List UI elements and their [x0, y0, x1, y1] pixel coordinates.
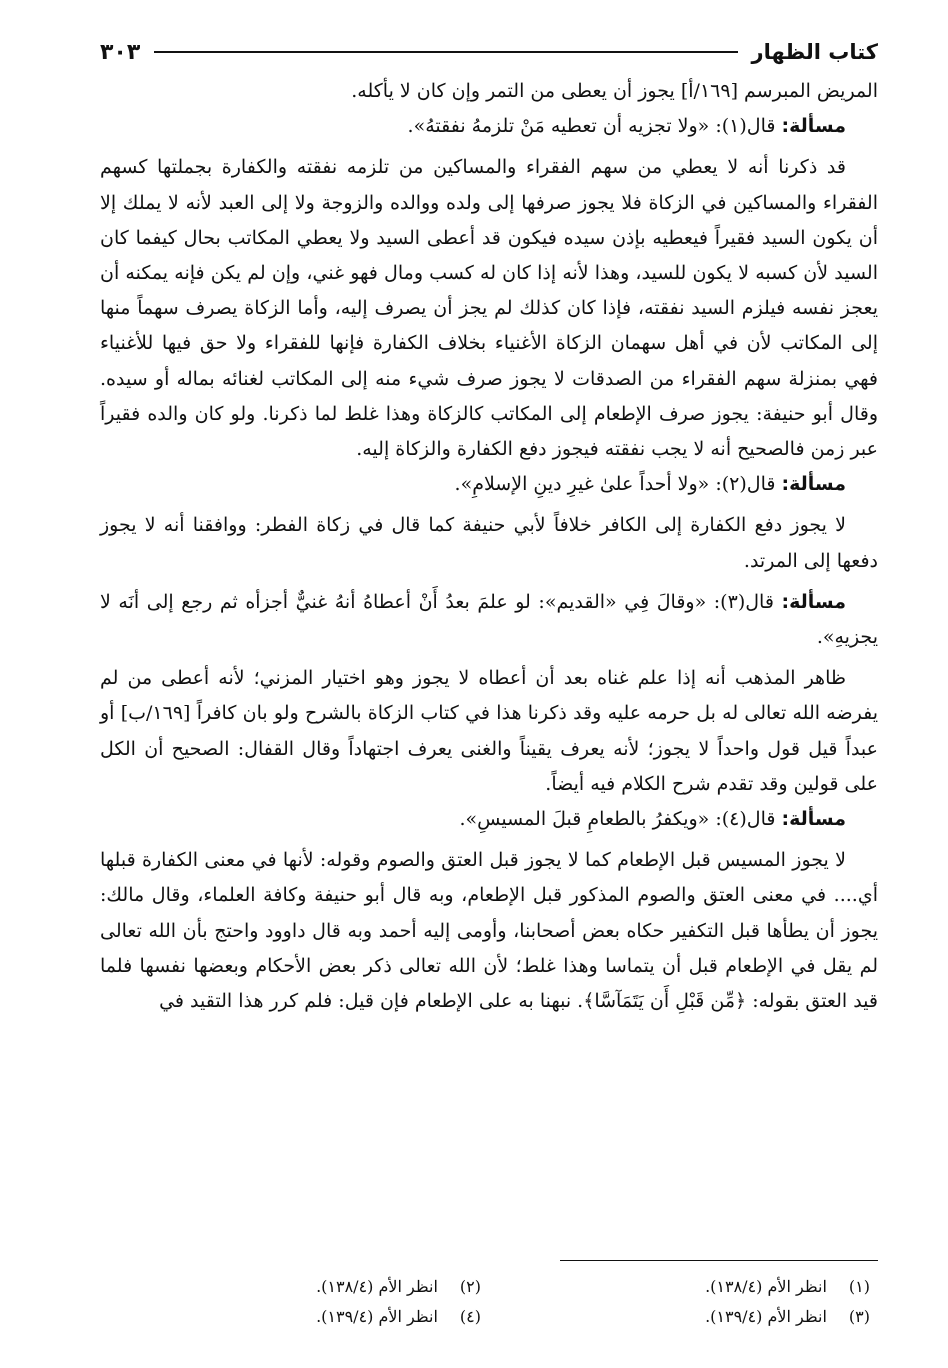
running-header	[100, 30, 878, 74]
masala-quote: قال(٣): «وقالَ فِي «القديم»: لو علمَ بعدُ أَنْ أعطاهُ أنهُ غنيٌّ أجزأه ثم رجع إلى أنَه لا يجزيهِ».	[100, 590, 878, 649]
paragraph: قد ذكرنا أنه لا يعطي من سهم الفقراء والمساكين من تلزمه نفقته والكفارة بجملتها كسهم الفقراء والمساكين في الزكاة فلا يجوز صرفها إلى ولده ووالده والزوجة ولا إلى العبد لأنه لا يملك إلا أن يكون السيد فقيراً فيعطيه بإذن سيده فيكون قد أعطى السيد ولا يعطي المكاتب بحال كيفما كان السيد لأن كسبه لا يكون للسيد، وهذا لأنه إذا كان له كسب ومال فهو غني، وإن لم يكن فإنه يمكنه أن يعجز نفسه فيلزم السيد نفقته، فإذا كان كذلك لم يجز أن يصرف إليه، وأما الزكاة يصرف سهماً منها إلى المكاتب لأن في أهل سهمان الزكاة الأغنياء بخلاف الكفارة فإنها للفقراء ولا حق فيها للأغنياء فهي بمنزلة سهم الفقراء من الصدقات لا يجوز صرف شيء منه إلى المكاتب لغنائه بماله أو سيده. وقال أبو حنيفة: يجوز صرف الإطعام إلى المكاتب كالزكاة وهذا غلط لما ذكرنا. ولو كان والده فقيراً عبر زمن فالصحيح أنه لا يجب نفقته فيجوز دفع الكفارة والزكاة إليه.	[100, 156, 878, 461]
masala-quote: قال(٤): «ويكفرُ بالطعامِ قبلَ المسيسِ».	[459, 808, 776, 831]
masala-quote: قال(١): «ولا تجزيه أن تعطيه مَنْ تلزمهُ نفقتهُ».	[407, 115, 776, 138]
masala-heading	[100, 467, 878, 502]
footnote-text: انظر الأم (١٣٨/٤).	[316, 1277, 438, 1296]
header-rule	[154, 51, 737, 53]
masala-label: مسألة:	[781, 590, 846, 613]
paragraph: ظاهر المذهب أنه إذا علم غناه بعد أن أعطاه لا يجوز وهو اختيار المزني؛ لأنه أعطى من لم يفرضه الله تعالى له بل حرمه عليه وقد ذكرنا هذا في كتاب الزكاة بالشرح ولو بان كافراً [١٦٩/ب] أو عبداً قيل قول واحداً لا يجوز؛ لأنه يعرف يقيناً والغنى يعرف اجتهاداً وقال القفال: الصحيح أن الكل على قولين وقد تقدم شرح الكلام فيه أيضاً.	[100, 667, 878, 795]
page-number: ٣٠٣	[100, 39, 141, 65]
footnotes	[100, 1272, 878, 1332]
footnote-row	[100, 1272, 878, 1302]
masala-heading	[100, 585, 878, 655]
footnote	[100, 1302, 489, 1332]
footnote-text: انظر الأم (١٣٩/٤).	[316, 1307, 438, 1326]
footnote-text: انظر الأم (١٣٨/٤).	[705, 1277, 827, 1296]
masala-label: مسألة:	[781, 115, 846, 138]
paragraph: لا يجوز المسيس قبل الإطعام كما لا يجوز قبل العتق والصوم وقوله: لأنها في معنى الكفارة قبلها أي.... في معنى العتق والصوم المذكور قبل الإطعام، وبه قال أبو حنيفة وكافة العلماء، وقال مالك: يجوز أن يطأها قبل التكفير حكاه بعض أصحابنا، وأومى إليه أحمد وبه قال داوود واحتج بأن الله تعالى لم يقل في الإطعام قبل أن يتماسا وهذا غلط؛ لأن الله تعالى ذكر بعض الأحكام وبعضها نفسها فلما قيد العتق بقوله: ﴿مِّن قَبْلِ أَن يَتَمَآسَّا﴾. نبهنا به على الإطعام فإن قيل: فلم كرر هذا التقيد في	[100, 849, 878, 1013]
footnote-separator	[560, 1260, 878, 1261]
book-title: كتاب الظهار	[751, 40, 878, 64]
masala-quote: قال(٢): «ولا أحداً علىٰ غيرِ دينِ الإسلامِ».	[454, 473, 776, 496]
main-text	[100, 74, 878, 1019]
footnote	[489, 1302, 878, 1332]
paragraph: المريض المبرسم [١٦٩/أ] يجوز أن يعطى من التمر وإن كان لا يأكله.	[351, 80, 878, 102]
footnote-number: (١)	[848, 1277, 870, 1296]
masala-label: مسألة:	[781, 808, 846, 831]
footnote-text: انظر الأم (١٣٩/٤).	[705, 1307, 827, 1326]
paragraph: لا يجوز دفع الكفارة إلى الكافر خلافاً لأبي حنيفة كما قال في زكاة الفطر: ووافقنا أنه لا يجوز دفعها إلى المرتد.	[100, 514, 878, 572]
footnote	[100, 1272, 489, 1302]
footnote-number: (٣)	[848, 1307, 870, 1326]
footnote-number: (٢)	[459, 1277, 481, 1296]
masala-heading	[100, 802, 878, 837]
book-page	[100, 30, 878, 1350]
masala-heading	[100, 109, 878, 144]
footnote	[489, 1272, 878, 1302]
masala-label: مسألة:	[781, 473, 846, 496]
footnote-number: (٤)	[459, 1307, 481, 1326]
footnote-row	[100, 1302, 878, 1332]
